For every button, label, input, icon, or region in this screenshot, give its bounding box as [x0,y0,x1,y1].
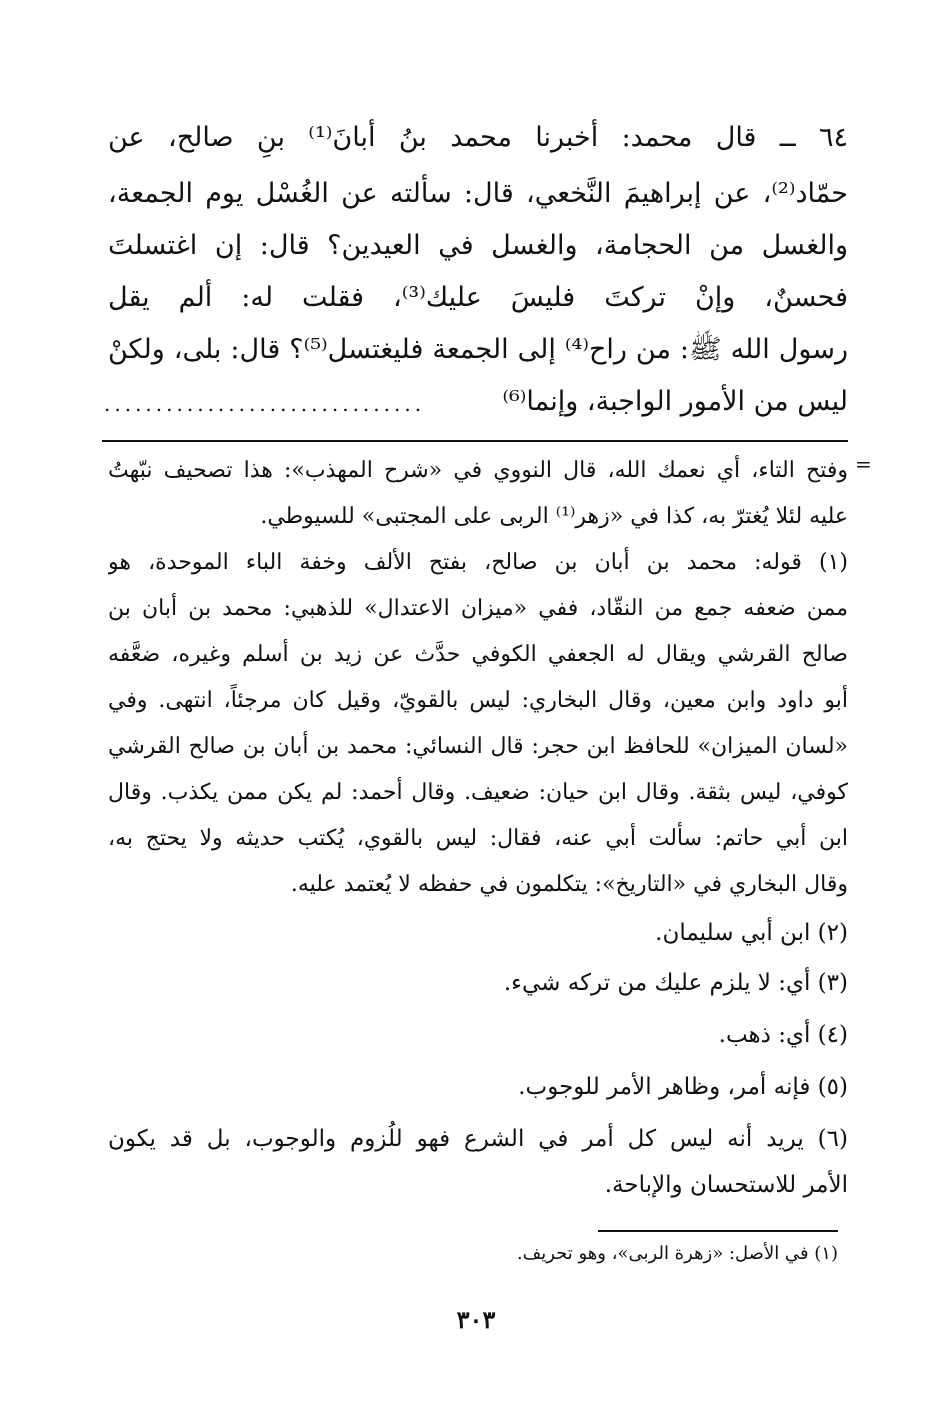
main-text-line-4: فحسنٌ، وإنْ تركتَ فليسَ عليك⁽³⁾، فقلت له: ألم يقل [108,282,848,313]
footnote-1-line-8: وقال البخاري في «التاريخ»: يتكلمون في حفظه لا يُعتمد عليه. [290,872,848,897]
main-text-line-2: حمّاد⁽²⁾، عن إبراهيمَ النَّخعي، قال: سألته عن الغُسْل يوم الجمعة، [108,178,848,209]
footnote-separator [102,440,848,442]
footnote-1-line-3: صالح القرشي ويقال له الجعفي الكوفي حدَّث عن زيد بن أسلم وغيره، ضعَّفه [108,642,848,667]
footnote-1-line-1: (١) قوله: محمد بن أبان بن صالح، بفتح الألف وخفة الباء الموحدة، هو [108,550,848,575]
footnote-1-line-6: كوفي، ليس بثقة. وقال ابن حيان: ضعيف. وقال أحمد: لم يكن ممن يكذب. وقال [108,780,848,805]
footnote-3: (٣) أي: لا يلزم عليك من تركه شيء. [503,970,848,996]
footnote-6-line-1: (٦) يريد أنه ليس كل أمر في الشرع فهو للُزوم والوجوب، بل قد يكون [108,1126,848,1152]
main-text-line-1: ٦٤ ــ قال محمد: أخبرنا محمد بنُ أبانَ⁽¹⁾ بنِ صالح، عن [108,122,848,153]
footnote-5: (٥) فإنه أمر، وظاهر الأمر للوجوب. [518,1074,848,1100]
footnote-1-line-2: ممن ضعفه جمع من النقّاد، ففي «ميزان الاعتدال» للذهبي: محمد بن أبان بن [108,596,848,621]
ellipsis-dots: ............................... [104,392,426,416]
page-number: ٣٠٣ [456,1305,496,1334]
footnote-1-line-4: أبو داود وابن معين، وقال البخاري: ليس بالقويّ، وقيل كان مرجئاً، انتهى. وفي [108,688,848,713]
footnote-6-line-2: الأمر للاستحسان والإباحة. [604,1172,848,1198]
continuation-mark: = [855,452,872,476]
footnote-4: (٤) أي: ذهب. [718,1022,848,1048]
sub-footnote: (١) في الأصل: «زهرة الربى»، وهو تحريف. [516,1243,838,1264]
footnote-continuation-line-1: وفتح التاء، أي نعمك الله، قال النووي في «شرح المهذب»: هذا تصحيف نبّهتُ [108,458,848,483]
sub-footnote-separator [598,1230,838,1232]
footnote-1-line-7: ابن أبي حاتم: سألت أبي عنه، فقال: ليس بالقوي، يُكتب حديثه ولا يحتج به، [108,826,848,851]
main-text-line-5: رسول الله ﷺ: من راح⁽⁴⁾ إلى الجمعة فليغتسل⁽⁵⁾؟ قال: بلى، ولكنْ [108,334,848,365]
footnote-continuation-line-2: عليه لئلا يُغترّ به، كذا في «زهر⁽¹⁾ الربى على المجتبى» للسيوطي. [260,504,848,529]
footnote-2: (٢) ابن أبي سليمان. [655,920,848,946]
main-text-line-6: ليس من الأمور الواجبة، وإنما⁽⁶⁾ [502,386,848,417]
main-text-line-3: والغسل من الحجامة، والغسل في العيدين؟ قال: إن اغتسلتَ [108,230,848,261]
footnote-1-line-5: «لسان الميزان» للحافظ ابن حجر: قال النسائي: محمد بن أبان بن صالح القرشي [108,734,848,759]
